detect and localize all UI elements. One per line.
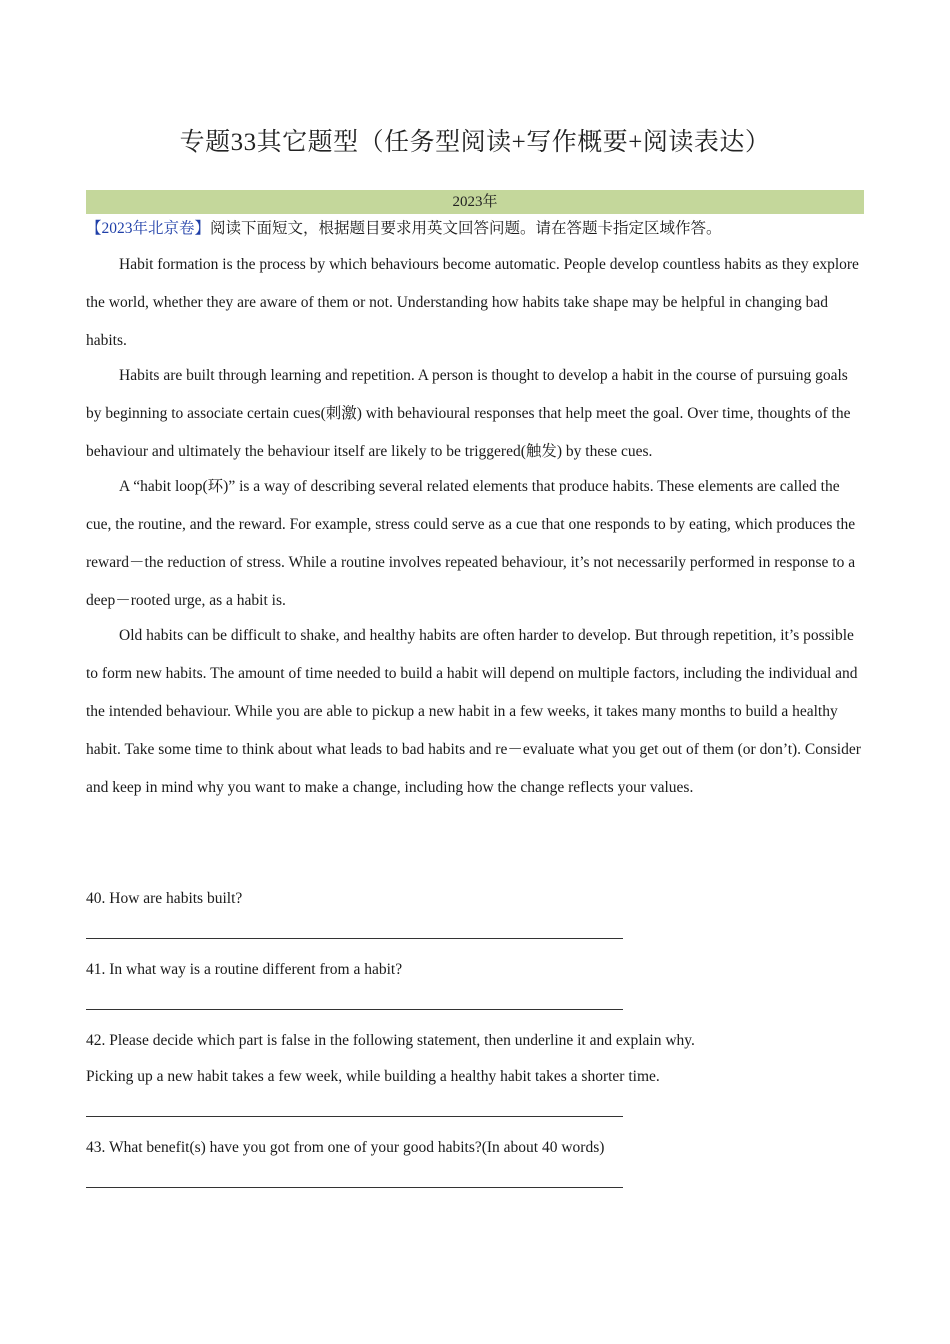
question-40: 40. How are habits built? — [86, 890, 243, 907]
reading-passage — [86, 246, 864, 807]
answer-line-43[interactable] — [86, 1187, 623, 1188]
passage-paragraph-1: Habit formation is the process by which behaviours become automatic. People develop countless habits as they explore the world, whether they are aware of them or not. Understanding how habits take shape may be helpful in changing bad habits. — [86, 256, 859, 349]
source-line — [86, 218, 864, 240]
source-tag: 【2023年北京卷】 — [86, 220, 211, 237]
answer-line-41[interactable] — [86, 1009, 623, 1010]
passage-paragraph-2: Habits are built through learning and repetition. A person is thought to develop a habit in the course of pursuing goals by beginning to associate certain cues(刺激) with behavioural responses that help meet the goal. Over time, thoughts of the behaviour and ultimately the behaviour itself are likely to be triggered(触发) by these cues. — [86, 367, 851, 460]
document-title: 专题33其它题型（任务型阅读+写作概要+阅读表达） — [179, 129, 771, 156]
question-43: 43. What benefit(s) have you got from one of your good habits?(In about 40 words) — [86, 1139, 605, 1156]
year-band: 2023年 — [86, 190, 864, 214]
instructions-text: 阅读下面短文，根据题目要求用英文回答问题。请在答题卡指定区域作答。 — [210, 220, 722, 237]
passage-paragraph-3: A “habit loop(环)” is a way of describing several related elements that produce habits. These elements are called the cue, the routine, and the reward. For example, stress could serve as a cue that one responds to by eating, which produces the reward－the reduction of stress. While a routine involves repeated behaviour, it’s not necessarily performed in response to a deep－rooted urge, as a habit is. — [86, 478, 856, 609]
question-41: 41. In what way is a routine different from a habit? — [86, 961, 403, 978]
question-42: 42. Please decide which part is false in the following statement, then underline it and explain why. — [86, 1032, 695, 1049]
passage-paragraph-4: Old habits can be difficult to shake, and healthy habits are often harder to develop. But through repetition, it’s possible to form new habits. The amount of time needed to build a habit will depend on multiple factors, including the individual and the intended behaviour. While you are able to pickup a new habit in a few weeks, it takes many months to build a healthy habit. Take some time to think about what leads to bad habits and re－evaluate what you get out of them (or don’t). Consider and keep in mind why you want to make a change, including how the change reflects your values. — [86, 627, 861, 796]
question-list — [86, 886, 864, 1206]
answer-line-42[interactable] — [86, 1116, 623, 1117]
answer-line-40[interactable] — [86, 938, 623, 939]
question-42-statement: Picking up a new habit takes a few week, while building a healthy habit takes a shorter time. — [86, 1068, 660, 1085]
